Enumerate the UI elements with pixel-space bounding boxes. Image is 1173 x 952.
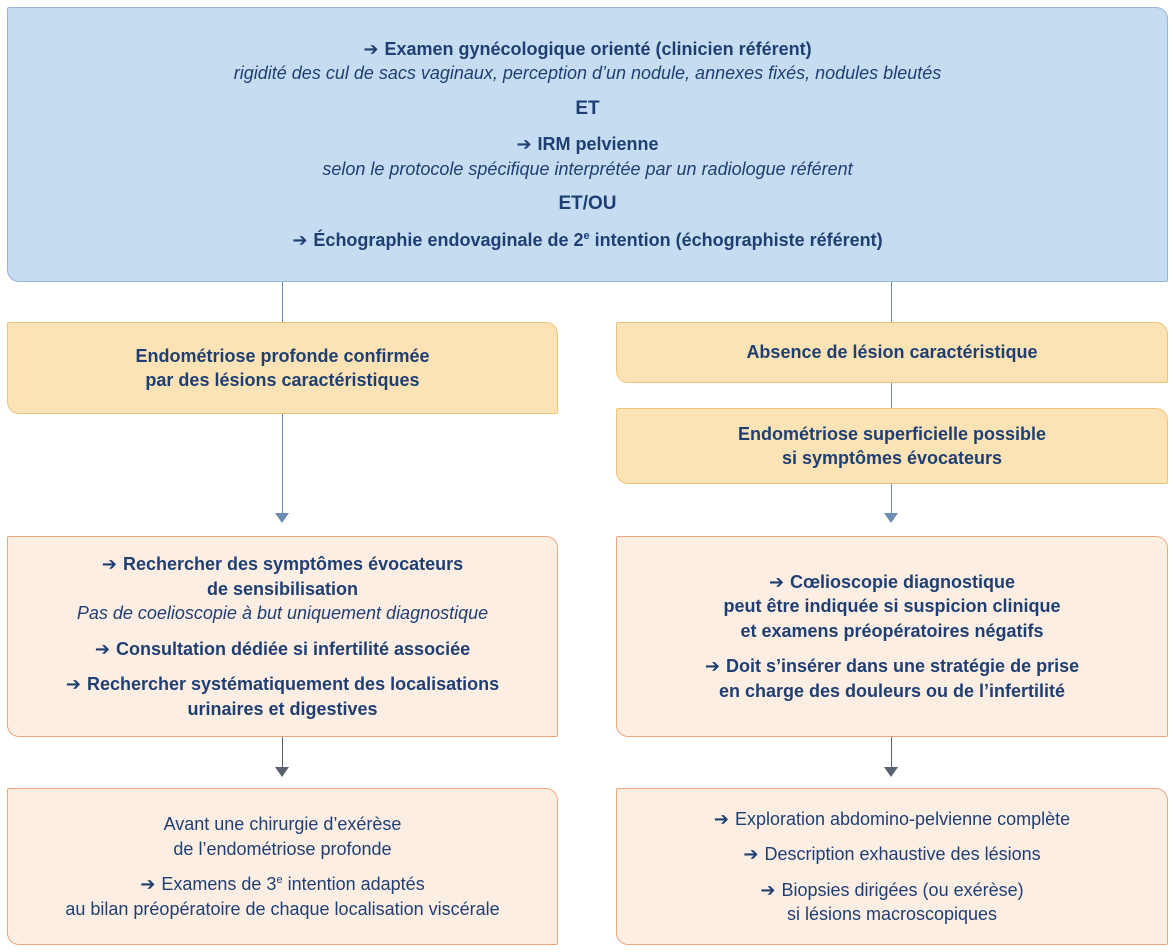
action-symptoms: ➔ Rechercher des symptômes évocateurs (101, 554, 464, 574)
arrow-down-icon (884, 767, 898, 777)
action-localisations: ➔ Rechercher systématiquement des localisations (65, 674, 500, 694)
strategy-line: ➔ Doit s’insérer dans une stratégie de prise (704, 656, 1080, 677)
exploration-line: ➔ Exploration abdomino-pelvienne complète (713, 808, 1071, 829)
confirmed-endometriosis-box: Endométriose profonde confirmée par des lésions caractéristiques (7, 322, 558, 414)
arrow-down-icon (275, 767, 289, 777)
surgery-prep-box: Avant une chirurgie d’exérèse de l’endométriose profonde ➔ Examens de 3e intention adaptés au bilan préopératoire de chaque localisation viscérale (7, 788, 558, 945)
description-line: ➔ Description exhaustive des lésions (743, 844, 1041, 864)
exploration-box: ➔ Exploration abdomino-pelvienne complète ➔ Description exhaustive des lésions ➔ Biopsies dirigées (ou exérèse) si lésions macroscopiques (616, 788, 1168, 945)
irm-line: ➔ IRM pelvienne (516, 134, 659, 155)
action-consultation: ➔ Consultation dédiée si infertilité associée (94, 638, 471, 659)
arrow-right-icon: ➔ (768, 571, 785, 592)
connector-line (891, 484, 892, 514)
arrow-right-icon: ➔ (140, 874, 156, 894)
echo-line: ➔ Échographie endovaginale de 2e intention (échographiste référent) (292, 229, 883, 250)
connector-line (891, 282, 892, 322)
action-note: Pas de coelioscopie à but uniquement diagnostique (76, 603, 489, 623)
arrow-right-icon: ➔ (65, 674, 81, 694)
connector-line (282, 282, 283, 322)
connector-line (891, 383, 892, 408)
third-line-exams: ➔ Examens de 3e intention adaptés (140, 874, 425, 894)
connector-line (282, 737, 283, 768)
diagnostic-exams-box (7, 7, 1168, 282)
arrow-right-icon: ➔ (363, 38, 379, 59)
superficial-endometriosis-box: Endométriose superficielle possible si symptômes évocateurs (616, 408, 1168, 484)
arrow-right-icon: ➔ (516, 134, 532, 155)
conjunction-et-ou: ET/OU (558, 193, 617, 215)
arrow-right-icon: ➔ (704, 656, 720, 677)
arrow-right-icon: ➔ (760, 879, 776, 900)
arrow-right-icon: ➔ (101, 554, 117, 574)
connector-line (282, 414, 283, 514)
arrow-right-icon: ➔ (94, 638, 110, 659)
irm-detail: selon le protocole spécifique interprétée par un radiologue référent (322, 158, 853, 179)
exam-gyneco-detail: rigidité des cul de sacs vaginaux, perception d’un nodule, annexes fixés, nodules bleutés (233, 63, 942, 84)
arrow-right-icon: ➔ (743, 844, 759, 864)
conjunction-et: ET (575, 97, 600, 119)
arrow-right-icon: ➔ (713, 808, 729, 829)
deep-endometriosis-actions-box: ➔ Rechercher des symptômes évocateurs de sensibilisation Pas de coelioscopie à but uniquement diagnostique ➔ Consultation dédiée si infertilité associée ➔ Rechercher systématiquement des localisations urinaires et digestives (7, 536, 558, 737)
no-lesion-box: Absence de lésion caractéristique (616, 322, 1168, 383)
laparoscopy-box: ➔ Cœlioscopie diagnostique peut être indiquée si suspicion clinique et examens préopératoires négatifs ➔ Doit s’insérer dans une stratégie de prise en charge des douleurs ou de l’infertilité (616, 536, 1168, 737)
laparoscopy-line: ➔ Cœlioscopie diagnostique (768, 571, 1016, 592)
arrow-down-icon (884, 513, 898, 523)
biopsy-line: ➔ Biopsies dirigées (ou exérèse) (760, 879, 1024, 900)
arrow-down-icon (275, 513, 289, 523)
exam-gyneco-line: ➔ Examen gynécologique orienté (clinicien référent) (363, 38, 812, 59)
connector-line (891, 737, 892, 768)
arrow-right-icon: ➔ (292, 229, 308, 250)
